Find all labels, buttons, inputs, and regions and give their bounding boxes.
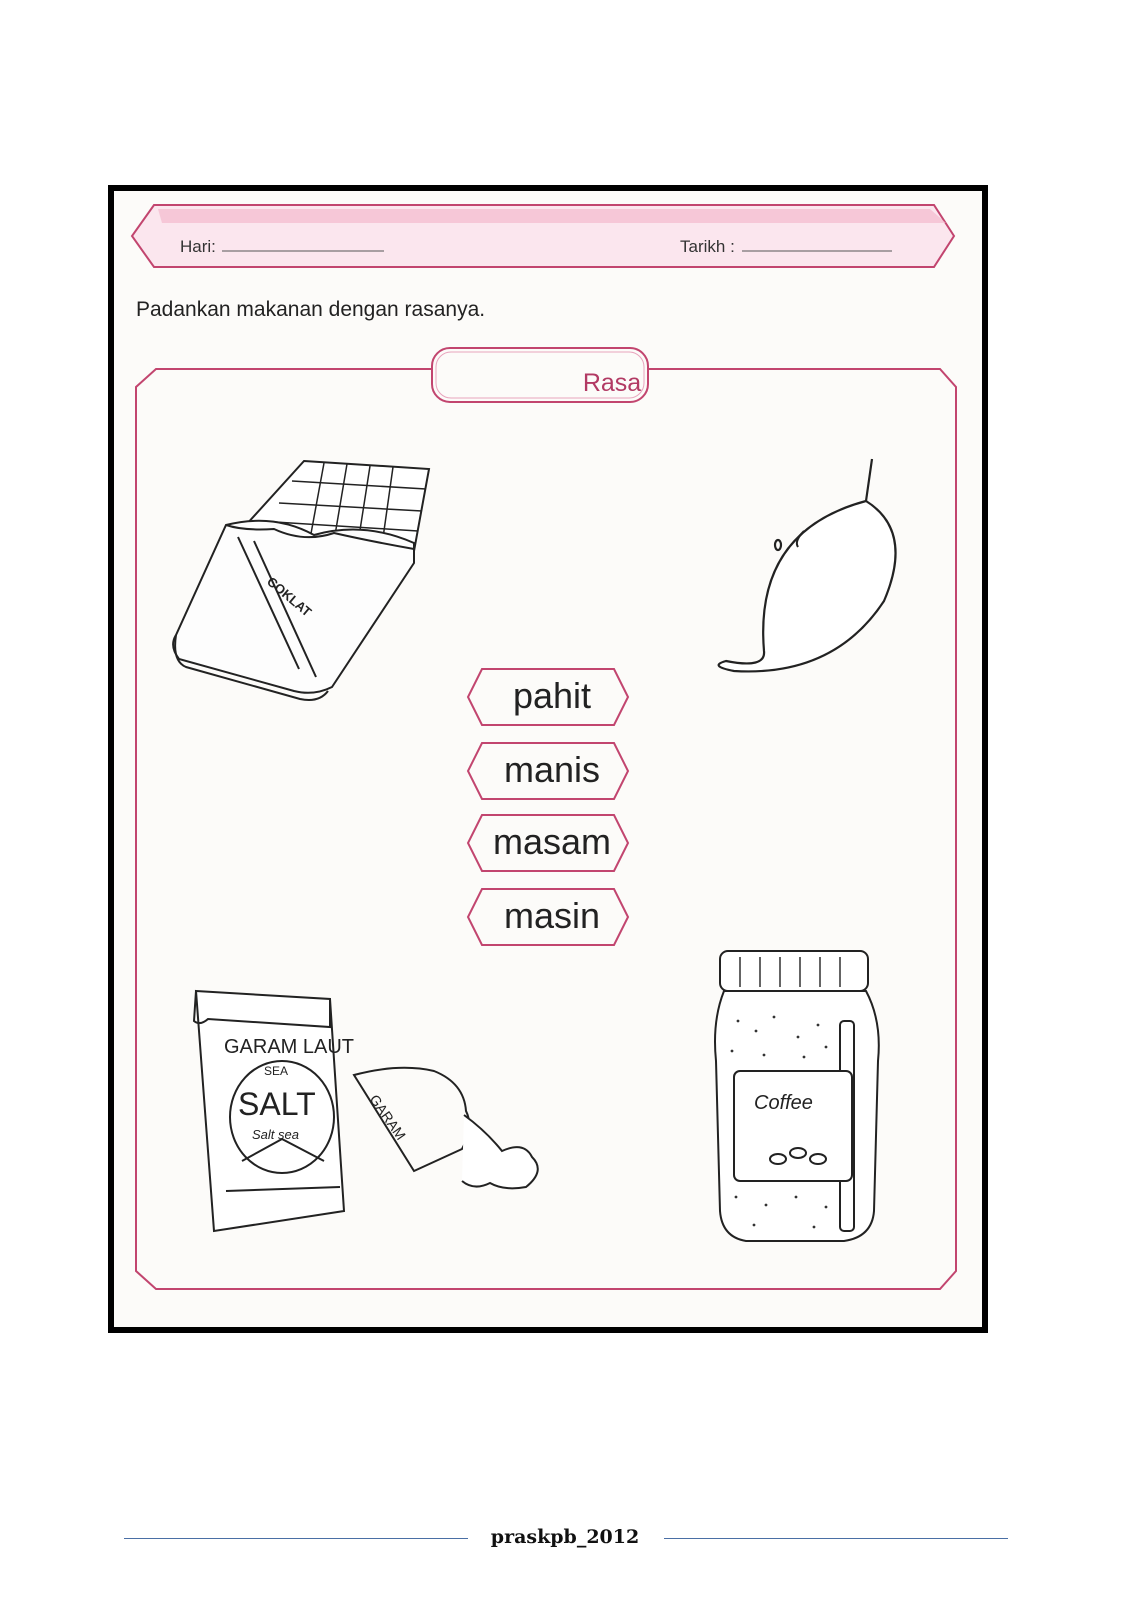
- coffee-label: Coffee: [754, 1092, 813, 1114]
- section-title: Rasa: [582, 369, 642, 397]
- chocolate-illustration: [173, 461, 429, 700]
- footer-rule-left: [124, 1538, 468, 1539]
- chocolate-wrapper-label: COKLAT: [264, 573, 315, 620]
- salt-back-bag-label: GARAM: [366, 1091, 410, 1143]
- footer-rule-right: [664, 1538, 1008, 1539]
- instruction-text: Padankan makanan dengan rasanya.: [136, 298, 486, 321]
- date-label: Tarikh :: [680, 237, 735, 256]
- footer-text: praskpb_2012: [490, 1526, 640, 1548]
- taste-word-masin[interactable]: masin: [503, 895, 601, 936]
- salt-word-label: SALT: [238, 1086, 316, 1122]
- mango-illustration: [719, 459, 896, 671]
- day-label: Hari:: [180, 237, 216, 256]
- taste-word-masam[interactable]: masam: [492, 821, 612, 862]
- worksheet: [108, 185, 988, 1333]
- salt-brand-label: GARAM LAUT: [224, 1036, 355, 1058]
- salt-illustration: [194, 991, 538, 1231]
- salt-sea-label: SEA: [264, 1064, 289, 1078]
- coffee-jar-illustration: [715, 951, 879, 1241]
- salt-sub-label: Salt sea: [252, 1127, 299, 1142]
- taste-word-pahit[interactable]: pahit: [512, 675, 592, 716]
- taste-word-manis[interactable]: manis: [503, 749, 601, 790]
